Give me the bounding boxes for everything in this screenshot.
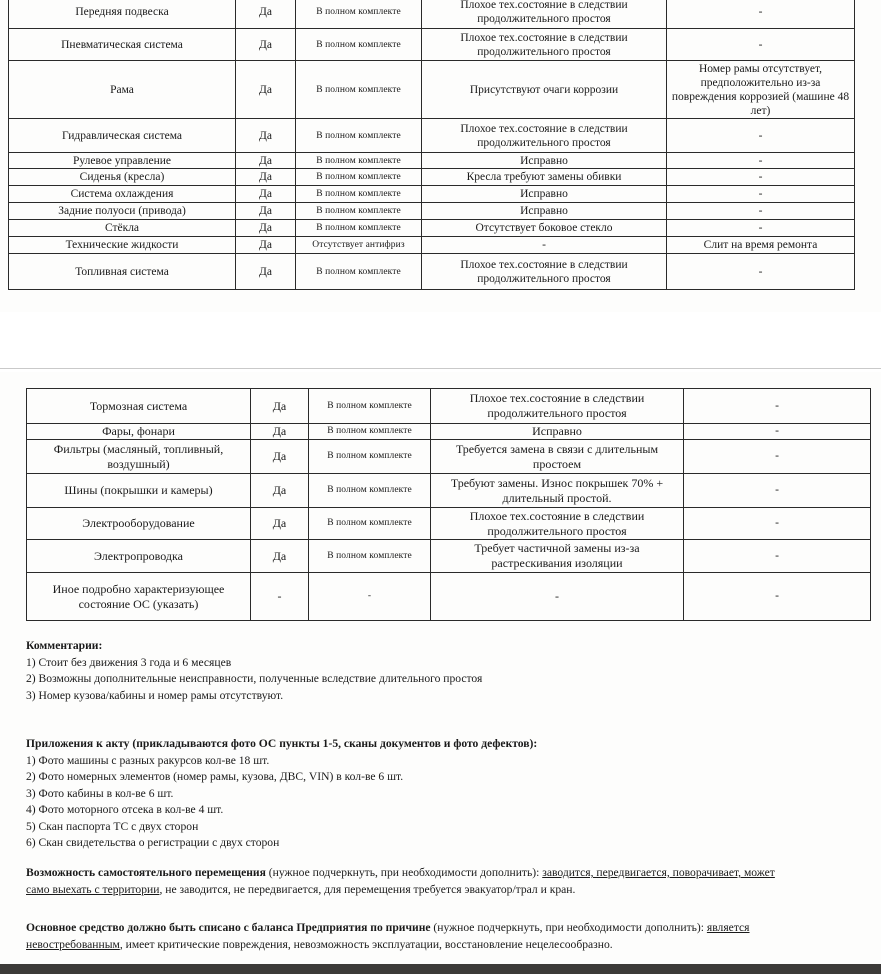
- table-row: [9, 119, 855, 153]
- page-edge: [0, 368, 881, 369]
- table-row: [9, 0, 855, 29]
- table-cell-item: Передняя подвеска: [9, 0, 236, 29]
- table-row: [27, 540, 871, 573]
- comments-section: [26, 638, 866, 704]
- table-cell-present: Да: [236, 119, 296, 153]
- table-cell-completeness: В полном комплекте: [296, 61, 422, 119]
- table-cell-state: Присутствуют очаги коррозии: [422, 61, 667, 119]
- table-cell-state: Плохое тех.состояние в следствии продолжительного простоя: [431, 389, 684, 424]
- table-cell-present: Да: [251, 440, 309, 474]
- table-cell-present: Да: [251, 474, 309, 508]
- appendix-item: 6) Скан свидетельства о регистрации с двух сторон: [26, 836, 280, 849]
- table-cell-item: Сиденья (кресла): [9, 169, 236, 186]
- table-cell-completeness: В полном комплекте: [309, 474, 431, 508]
- table-cell-note: -: [667, 169, 855, 186]
- appendix-section: [26, 736, 866, 852]
- table-cell-completeness: В полном комплекте: [296, 254, 422, 290]
- table-cell-note: -: [684, 424, 871, 440]
- appendix-item: 3) Фото кабины в кол-ве 6 шт.: [26, 786, 174, 800]
- table-cell-state: Исправно: [422, 203, 667, 220]
- table-row: [9, 153, 855, 169]
- table-cell-item: Тормозная система: [27, 389, 251, 424]
- table-cell-completeness: В полном комплекте: [296, 153, 422, 169]
- table-row: [9, 220, 855, 237]
- table-cell-note: -: [684, 508, 871, 540]
- table-cell-note: Слит на время ремонта: [667, 237, 855, 254]
- table-row: [27, 508, 871, 540]
- table-cell-state: Плохое тех.состояние в следствии продолжительного простоя: [431, 508, 684, 540]
- table-cell-completeness: В полном комплекте: [309, 440, 431, 474]
- table-row: [27, 474, 871, 508]
- table-cell-item: Топливная система: [9, 254, 236, 290]
- table-cell-present: Да: [251, 424, 309, 440]
- table-row: [9, 169, 855, 186]
- table-cell-present: Да: [236, 186, 296, 203]
- table-cell-item: Иное подробно характеризующее состояние ОС (указать): [27, 573, 251, 621]
- table-cell-present: Да: [251, 508, 309, 540]
- writeoff-heading: Основное средство должно быть списано с баланса Предприятия по причине: [26, 921, 431, 934]
- condition-table-bottom: [26, 388, 871, 621]
- table-row: [9, 61, 855, 119]
- table-cell-item: Электрооборудование: [27, 508, 251, 540]
- table-cell-item: Рама: [9, 61, 236, 119]
- table-cell-state: Плохое тех.состояние в следствии продолжительного простоя: [422, 254, 667, 290]
- table-row: [9, 254, 855, 290]
- table-cell-note: -: [684, 540, 871, 573]
- table-cell-completeness: Отсутствует антифриз: [296, 237, 422, 254]
- table-cell-item: Электропроводка: [27, 540, 251, 573]
- table-cell-item: Шины (покрышки и камеры): [27, 474, 251, 508]
- table-cell-completeness: В полном комплекте: [296, 0, 422, 29]
- table-cell-note: -: [684, 440, 871, 474]
- table-cell-item: Гидравлическая система: [9, 119, 236, 153]
- table-row: [27, 389, 871, 424]
- table-cell-state: Требуется замена в связи с длительным простоем: [431, 440, 684, 474]
- page-gap: [0, 312, 881, 372]
- table-cell-state: -: [422, 237, 667, 254]
- table-cell-note: -: [684, 474, 871, 508]
- movement-heading: Возможность самостоятельного перемещения: [26, 866, 266, 879]
- table-cell-present: Да: [236, 254, 296, 290]
- table-cell-item: Пневматическая система: [9, 29, 236, 61]
- table-cell-state: Требует частичной замены из-за растрескивания изоляции: [431, 540, 684, 573]
- table-cell-present: Да: [236, 153, 296, 169]
- viewer-bottom-bar: [0, 964, 881, 974]
- table-row: [9, 237, 855, 254]
- table-cell-note: -: [667, 0, 855, 29]
- scan-page-top: [0, 0, 881, 312]
- appendix-item: 1) Фото машины с разных ракурсов кол-ве 18 шт.: [26, 753, 270, 767]
- table-cell-completeness: В полном комплекте: [296, 186, 422, 203]
- table-cell-note: -: [667, 186, 855, 203]
- table-cell-item: Система охлаждения: [9, 186, 236, 203]
- movement-section: [26, 865, 866, 898]
- table-cell-state: Плохое тех.состояние в следствии продолжительного простоя: [422, 29, 667, 61]
- writeoff-selected-option-cont: невостребованным: [26, 937, 120, 951]
- appendix-item: 5) Скан паспорта ТС с двух сторон: [26, 819, 199, 833]
- table-cell-state: -: [431, 573, 684, 621]
- table-cell-completeness: -: [309, 573, 431, 621]
- table-row: [9, 203, 855, 220]
- appendix-heading: Приложения к акту (прикладываются фото ОС пункты 1-5, сканы документов и фото дефектов):: [26, 737, 538, 750]
- movement-selected-option: заводится, передвигается, поворачивает, может: [542, 866, 775, 879]
- appendix-item: 2) Фото номерных элементов (номер рамы, кузова, ДВС, VIN) в кол-ве 6 шт.: [26, 770, 404, 783]
- table-cell-present: Да: [236, 220, 296, 237]
- table-row: [27, 424, 871, 440]
- table-cell-completeness: В полном комплекте: [309, 540, 431, 573]
- movement-selected-option-cont: само выехать с территории: [26, 882, 160, 896]
- table-cell-note: -: [667, 153, 855, 169]
- table-cell-note: -: [667, 119, 855, 153]
- table-cell-state: Исправно: [431, 424, 684, 440]
- table-cell-present: Да: [236, 29, 296, 61]
- writeoff-other-reasons: , имеет критические повреждения, невозможность эксплуатации, восстановление нецелесообразно.: [119, 937, 613, 951]
- table-cell-state: Плохое тех.состояние в следствии продолжительного простоя: [422, 119, 667, 153]
- comment-item: 2) Возможны дополнительные неисправности, полученные вследствие длительного простоя: [26, 672, 483, 685]
- table-cell-completeness: В полном комплекте: [296, 119, 422, 153]
- comment-item: 1) Стоит без движения 3 года и 6 месяцев: [26, 655, 232, 669]
- table-cell-present: Да: [236, 169, 296, 186]
- table-cell-present: Да: [236, 61, 296, 119]
- table-cell-note: Номер рамы отсутствует, предположительно из-за повреждения коррозией (машине 48 лет): [667, 61, 855, 119]
- table-cell-state: Кресла требуют замены обивки: [422, 169, 667, 186]
- comment-item: 3) Номер кузова/кабины и номер рамы отсутствуют.: [26, 688, 284, 702]
- table-cell-note: -: [684, 389, 871, 424]
- table-cell-completeness: В полном комплекте: [296, 220, 422, 237]
- table-cell-item: Фильтры (масляный, топливный, воздушный): [27, 440, 251, 474]
- table-cell-item: Стёкла: [9, 220, 236, 237]
- table-row: [9, 29, 855, 61]
- table-cell-item: Задние полуоси (привода): [9, 203, 236, 220]
- table-cell-completeness: В полном комплекте: [296, 29, 422, 61]
- table-cell-state: Отсутствует боковое стекло: [422, 220, 667, 237]
- table-cell-state: Исправно: [422, 153, 667, 169]
- table-cell-completeness: В полном комплекте: [296, 169, 422, 186]
- writeoff-selected-option: является: [706, 921, 750, 934]
- table-cell-note: -: [667, 254, 855, 290]
- table-cell-present: -: [251, 573, 309, 621]
- appendix-item: 4) Фото моторного отсека в кол-ве 4 шт.: [26, 803, 224, 816]
- table-row: [27, 573, 871, 621]
- table-cell-item: Рулевое управление: [9, 153, 236, 169]
- table-cell-note: -: [667, 220, 855, 237]
- table-cell-item: Фары, фонари: [27, 424, 251, 440]
- movement-hint: (нужное подчеркнуть, при необходимости дополнить):: [265, 866, 543, 879]
- table-cell-completeness: В полном комплекте: [309, 389, 431, 424]
- table-cell-present: Да: [251, 389, 309, 424]
- writeoff-section: [26, 920, 866, 953]
- table-cell-present: Да: [236, 0, 296, 29]
- table-cell-completeness: В полном комплекте: [309, 424, 431, 440]
- table-cell-note: -: [667, 203, 855, 220]
- table-cell-present: Да: [251, 540, 309, 573]
- movement-other-options: , не заводится, не передвигается, для перемещения требуется эвакуатор/трал и кран.: [159, 882, 576, 896]
- table-cell-present: Да: [236, 203, 296, 220]
- table-cell-completeness: В полном комплекте: [296, 203, 422, 220]
- comments-heading: Комментарии:: [26, 639, 103, 652]
- table-cell-note: -: [667, 29, 855, 61]
- table-cell-state: Требуют замены. Износ покрышек 70% + длительный простой.: [431, 474, 684, 508]
- table-cell-state: Плохое тех.состояние в следствии продолжительного простоя: [422, 0, 667, 29]
- table-cell-completeness: В полном комплекте: [309, 508, 431, 540]
- table-cell-state: Исправно: [422, 186, 667, 203]
- writeoff-hint: (нужное подчеркнуть, при необходимости дополнить):: [430, 921, 707, 934]
- condition-table-top: [8, 0, 855, 290]
- table-row: [9, 186, 855, 203]
- table-cell-item: Технические жидкости: [9, 237, 236, 254]
- table-cell-note: -: [684, 573, 871, 621]
- table-cell-present: Да: [236, 237, 296, 254]
- table-row: [27, 440, 871, 474]
